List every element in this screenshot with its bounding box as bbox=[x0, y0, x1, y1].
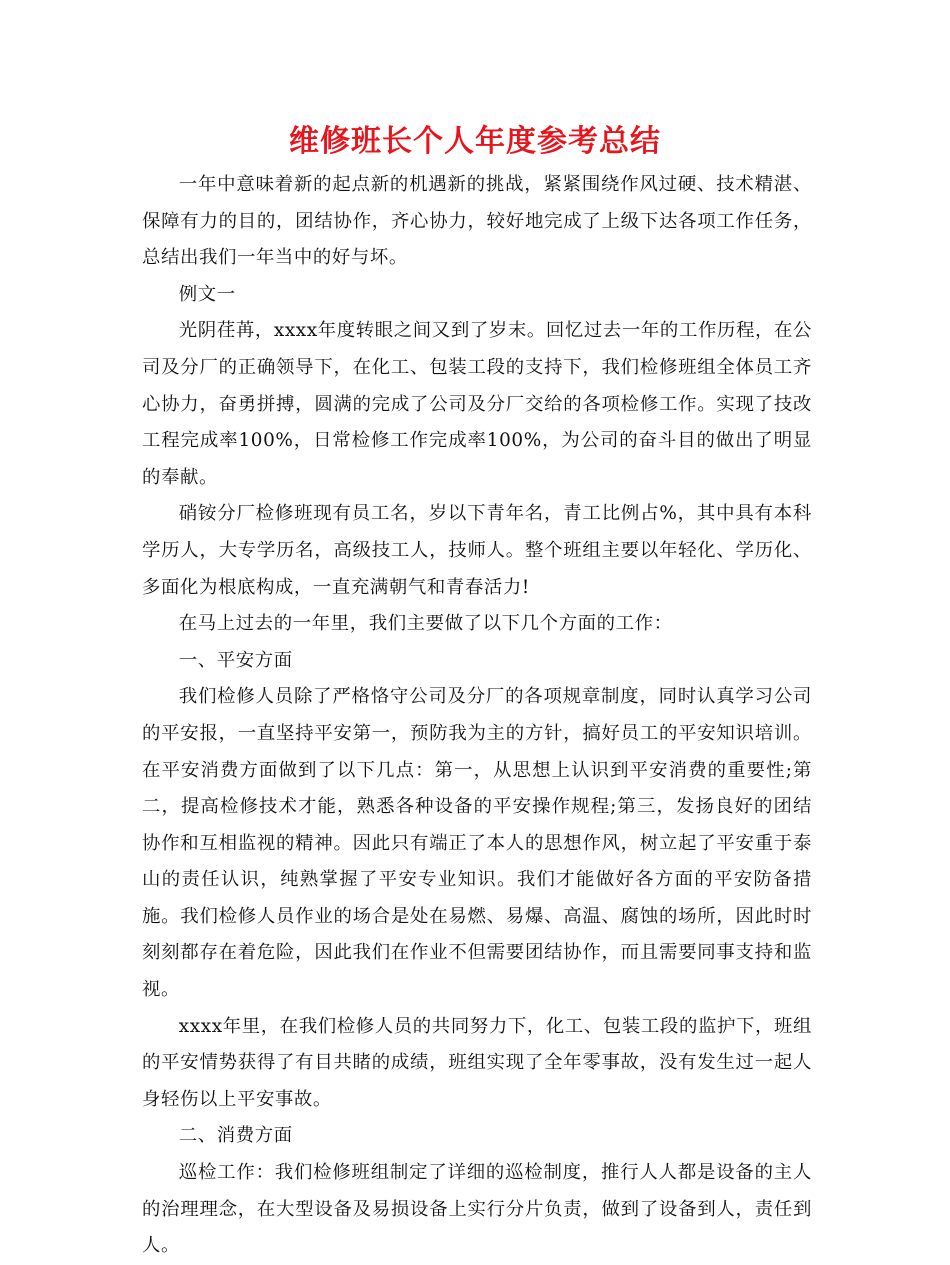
body-paragraph: 巡检工作：我们检修班组制定了详细的巡检制度，推行人人都是设备的主人的治理理念，在大型设备及易损设备上实行分片负责，做到了设备到人，责任到人。 bbox=[142, 1162, 812, 1257]
body-paragraph: 硝铵分厂检修班现有员工名，岁以下青年名，青工比例占%，其中具有本科学历人，大专学历名，高级技工人，技师人。整个班组主要以年轻化、学历化、多面化为根底构成，一直充满朝气和青春活力! bbox=[142, 503, 812, 598]
intro-paragraph: 一年中意味着新的起点新的机遇新的挑战，紧紧围绕作风过硬、技术精湛、保障有力的目的，团结协作，齐心协力，较好地完成了上级下达各项工作任务，总结出我们一年当中的好与坏。 bbox=[142, 174, 812, 269]
body-paragraph: 光阴荏苒，xxxx年度转眼之间又到了岁末。回忆过去一年的工作历程，在公司及分厂的正确领导下，在化工、包装工段的支持下，我们检修班组全体员工齐心协力，奋勇拼搏，圆满的完成了公司及分厂交给的各项检修工作。实现了技改工程完成率100%，日常检修工作完成率100%，为公司的奋斗目的做出了明显的奉献。 bbox=[142, 320, 812, 488]
body-paragraph: 在马上过去的一年里，我们主要做了以下几个方面的工作： bbox=[178, 613, 673, 635]
body-paragraph: xxxx年里，在我们检修人员的共同努力下，化工、包装工段的监护下，班组的平安情势获得了有目共睹的成绩，班组实现了全年零事故，没有发生过一起人身轻伤以上平安事故。 bbox=[142, 1015, 812, 1110]
document-body bbox=[142, 167, 812, 1265]
document-title: 维修班长个人年度参考总结 bbox=[289, 124, 661, 159]
section-heading-production: 二、消费方面 bbox=[178, 1125, 293, 1147]
section-heading-safety: 一、平安方面 bbox=[178, 649, 293, 671]
example-heading: 例文一 bbox=[178, 283, 236, 305]
body-paragraph: 我们检修人员除了严格恪守公司及分厂的各项规章制度，同时认真学习公司的平安报，一直坚持平安第一，预防我为主的方针，搞好员工的平安知识培训。在平安消费方面做到了以下几点：第一，从思想上认识到平安消费的重要性;第二，提高检修技术才能，熟悉各种设备的平安操作规程;第三，发扬良好的团结协作和互相监视的精神。因此只有端正了本人的思想作风，树立起了平安重于泰山的责任认识，纯熟掌握了平安专业知识。我们才能做好各方面的平安防备措施。我们检修人员作业的场合是处在易燃、易爆、高温、腐蚀的场所，因此时时刻刻都存在着危险，因此我们在作业不但需要团结协作，而且需要同事支持和监视。 bbox=[142, 686, 812, 1001]
